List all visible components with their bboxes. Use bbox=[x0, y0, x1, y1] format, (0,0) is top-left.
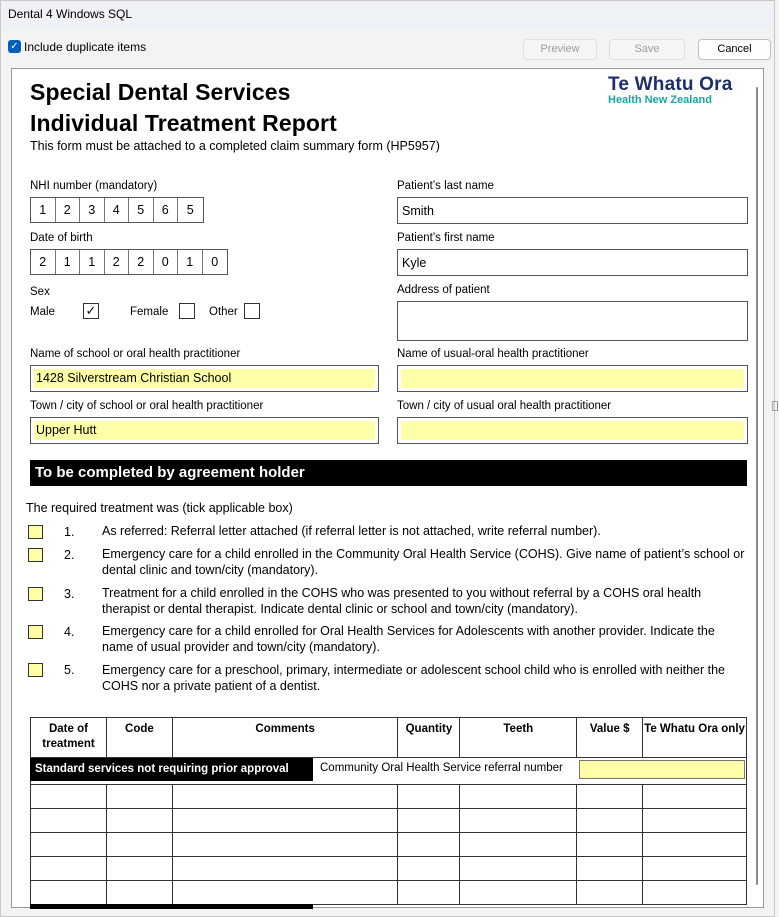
town-school-label: Town / city of school or oral health practitioner bbox=[30, 400, 264, 412]
treatment-5-number: 5. bbox=[64, 663, 75, 677]
female-checkbox[interactable] bbox=[179, 303, 195, 319]
treatment-4-text: Emergency care for a child enrolled for Oral Health Services for Adolescents with another provider. Indicate the name of usual provider and town/city (mandatory). bbox=[102, 624, 715, 654]
col-date-header: Date of treatment bbox=[31, 718, 107, 758]
treatment-5-checkbox[interactable] bbox=[28, 663, 43, 677]
form-subtitle: This form must be attached to a completed claim summary form (HP5957) bbox=[30, 139, 440, 153]
required-treatment-label: The required treatment was (tick applicable box) bbox=[26, 501, 293, 515]
treatment-1-text: As referred: Referral letter attached (if referral letter is not attached, write referral number). bbox=[102, 524, 601, 538]
table-row[interactable] bbox=[31, 857, 747, 881]
male-checkbox[interactable]: ✓ bbox=[83, 303, 99, 319]
last-name-label: Patient’s last name bbox=[397, 180, 494, 192]
col-teeth-header: Teeth bbox=[460, 718, 577, 758]
nhi-label: NHI number (mandatory) bbox=[30, 180, 158, 192]
form-title-line1: Special Dental Services bbox=[30, 79, 291, 105]
treatment-5-text: Emergency care for a preschool, primary, intermediate or adolescent school child who is enrolled with neither the COHS nor a private patient of a dentist. bbox=[102, 663, 725, 693]
dob-digit: 1 bbox=[80, 250, 105, 274]
scrollbar-thumb[interactable] bbox=[756, 87, 758, 885]
address-field[interactable] bbox=[397, 301, 748, 341]
treatment-3-checkbox[interactable] bbox=[28, 587, 43, 601]
town-usual-label: Town / city of usual oral health practitioner bbox=[397, 400, 612, 412]
form-page bbox=[12, 69, 747, 909]
standard-services-heading: Standard services not requiring prior approval bbox=[30, 758, 313, 781]
town-usual-value bbox=[401, 421, 744, 440]
school-value: 1428 Silverstream Christian School bbox=[34, 369, 375, 388]
table-row[interactable] bbox=[31, 785, 747, 809]
usual-practitioner-field[interactable] bbox=[397, 365, 748, 392]
col-value-header: Value $ bbox=[577, 718, 643, 758]
female-label: Female bbox=[130, 306, 169, 318]
town-school-value: Upper Hutt bbox=[34, 421, 375, 440]
treatment-1-number: 1. bbox=[64, 525, 75, 539]
save-button[interactable]: Save bbox=[609, 39, 685, 60]
table-row[interactable] bbox=[31, 833, 747, 857]
agreement-holder-heading: To be completed by agreement holder bbox=[30, 460, 747, 486]
preview-button[interactable]: Preview bbox=[523, 39, 597, 60]
col-quantity-header: Quantity bbox=[398, 718, 460, 758]
treatment-table bbox=[30, 717, 747, 905]
first-name-field[interactable]: Kyle bbox=[397, 249, 748, 276]
treatment-2-text: Emergency care for a child enrolled in the Community Oral Health Service (COHS). Give name of patient’s school or dental clinic and town/city (mandatory). bbox=[102, 547, 745, 577]
referral-number-field[interactable] bbox=[579, 760, 745, 779]
logo-subtext: Health New Zealand bbox=[608, 94, 712, 106]
town-usual-field[interactable] bbox=[397, 417, 748, 444]
nhi-digit: 5 bbox=[186, 203, 194, 217]
table-header-row bbox=[31, 718, 747, 758]
dob-digit: 1 bbox=[178, 250, 203, 274]
referral-number-label: Community Oral Health Service referral number bbox=[320, 762, 563, 774]
dob-label: Date of birth bbox=[30, 232, 93, 244]
treatment-2-checkbox[interactable] bbox=[28, 548, 43, 562]
logo-text: Te Whatu Ora bbox=[608, 74, 733, 95]
other-label: Other bbox=[209, 306, 238, 318]
dob-digit: 1 bbox=[56, 250, 81, 274]
next-section-heading bbox=[30, 904, 313, 909]
nhi-digit: 3 bbox=[80, 198, 105, 222]
table-row[interactable] bbox=[31, 881, 747, 905]
nhi-digit-boxes[interactable] bbox=[30, 197, 204, 223]
usual-practitioner-label: Name of usual-oral health practitioner bbox=[397, 348, 589, 360]
col-code-header: Code bbox=[106, 718, 172, 758]
include-duplicates-checkbox[interactable]: ✓ bbox=[8, 40, 21, 53]
last-name-field[interactable]: Smith bbox=[397, 197, 748, 224]
treatment-2-number: 2. bbox=[64, 548, 75, 562]
nhi-digit: 2 bbox=[56, 198, 81, 222]
include-duplicates-label[interactable]: Include duplicate items bbox=[24, 40, 147, 54]
nhi-digit: 4 bbox=[105, 198, 130, 222]
dob-digit: 2 bbox=[31, 250, 56, 274]
sex-label: Sex bbox=[30, 286, 50, 298]
dob-digit: 0 bbox=[211, 255, 219, 269]
school-label: Name of school or oral health practitioner bbox=[30, 348, 241, 360]
report-preview bbox=[11, 68, 764, 908]
table-row[interactable] bbox=[31, 809, 747, 833]
school-field[interactable] bbox=[30, 365, 379, 392]
treatment-3-text: Treatment for a child enrolled in the COHS who was presented to you without referral by a COHS oral health therapist or dental therapist. Indicate dental clinic or school and town/city (mandatory). bbox=[102, 586, 702, 616]
dob-digit-boxes[interactable] bbox=[30, 249, 228, 275]
first-name-label: Patient’s first name bbox=[397, 232, 495, 244]
title-bar bbox=[1, 1, 774, 29]
treatment-3-number: 3. bbox=[64, 587, 75, 601]
town-school-field[interactable] bbox=[30, 417, 379, 444]
dob-digit: 2 bbox=[129, 250, 154, 274]
dob-digit: 2 bbox=[105, 250, 130, 274]
window-title: Dental 4 Windows SQL bbox=[8, 7, 133, 21]
vertical-scrollbar[interactable] bbox=[746, 69, 763, 907]
nhi-digit: 1 bbox=[31, 198, 56, 222]
treatment-1-checkbox[interactable] bbox=[28, 525, 43, 539]
treatment-4-number: 4. bbox=[64, 625, 75, 639]
col-agency-header: Te Whatu Ora only bbox=[643, 718, 747, 758]
address-label: Address of patient bbox=[397, 284, 490, 296]
col-comments-header: Comments bbox=[172, 718, 398, 758]
other-checkbox[interactable] bbox=[244, 303, 260, 319]
usual-practitioner-value bbox=[401, 369, 744, 388]
treatment-4-checkbox[interactable] bbox=[28, 625, 43, 639]
nhi-digit: 6 bbox=[154, 198, 179, 222]
mouse-cursor-icon: ⌷ bbox=[771, 398, 779, 414]
cancel-button[interactable]: Cancel bbox=[698, 39, 771, 60]
male-label: Male bbox=[30, 306, 55, 318]
dob-digit: 0 bbox=[154, 250, 179, 274]
nhi-digit: 5 bbox=[129, 198, 154, 222]
form-title-line2: Individual Treatment Report bbox=[30, 110, 337, 136]
